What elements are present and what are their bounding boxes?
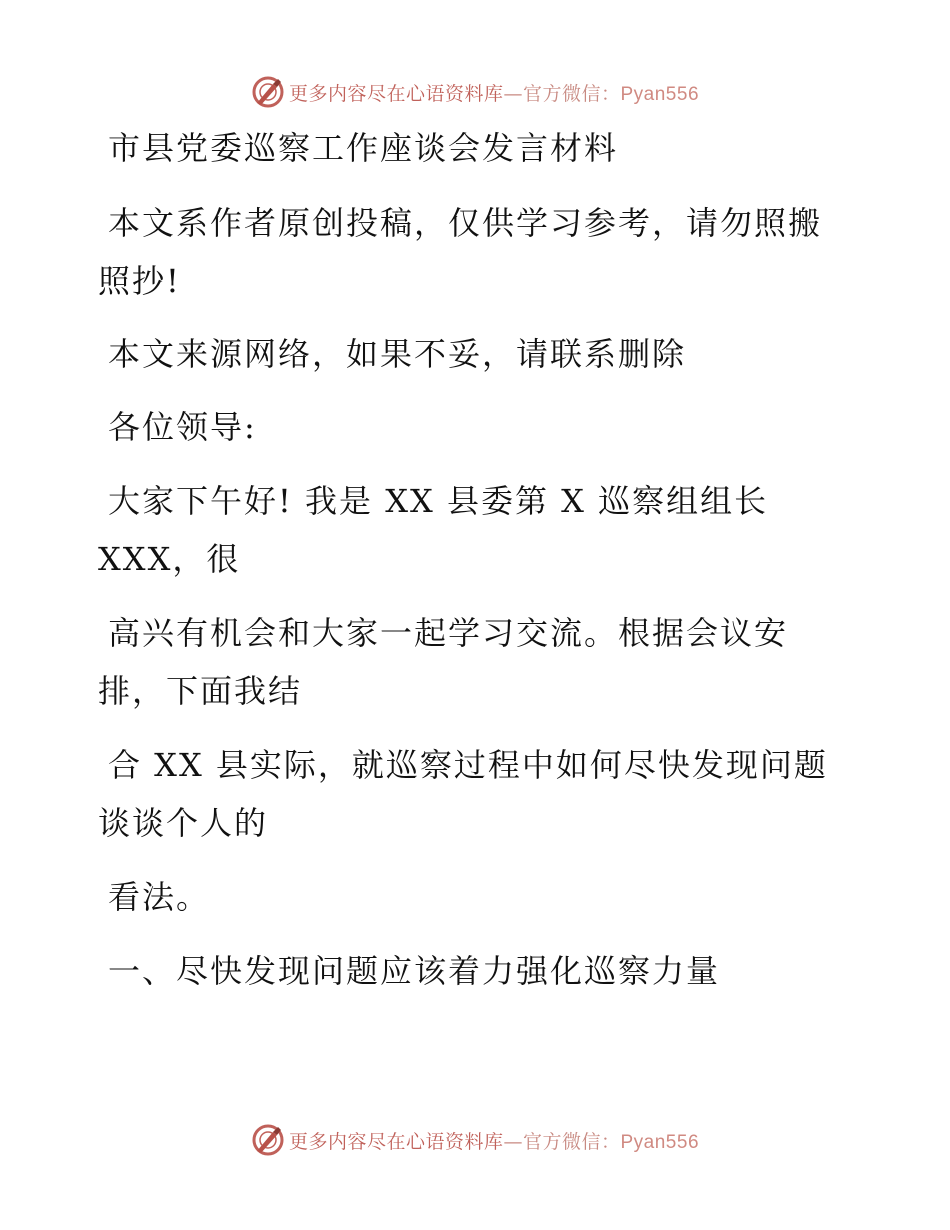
- header-watermark: [0, 72, 950, 112]
- watermark-text: [289, 79, 699, 106]
- text-line: 本文系作者原创投稿，仅供学习参考，请勿照搬: [108, 204, 823, 242]
- watermark-text: [289, 1127, 699, 1154]
- watermark-main-text: 更多内容尽在心语资料库: [288, 1130, 504, 1153]
- text-line: 本文来源网络，如果不妥，请联系删除: [108, 335, 687, 373]
- watermark-main-text: 更多内容尽在心语资料库: [288, 82, 504, 105]
- text-line: 看法。: [108, 878, 211, 916]
- pen-logo-icon: [251, 1123, 285, 1157]
- footer-watermark: [0, 1120, 950, 1160]
- watermark-dash: —: [503, 1130, 523, 1153]
- watermark-account: Pyan556: [620, 83, 700, 105]
- text-line: 排，下面我结: [98, 672, 303, 710]
- text-line: 高兴有机会和大家一起学习交流。根据会议安: [108, 614, 789, 652]
- text-line: 谈谈个人的: [98, 804, 269, 842]
- watermark-sub-text: 官方微信：: [522, 82, 621, 105]
- text-line: XXX，很: [98, 540, 241, 578]
- watermark-sub-text: 官方微信：: [522, 1130, 621, 1153]
- text-line: 大家下午好! 我是 XX 县委第 X 巡察组组长: [108, 482, 769, 520]
- pen-logo-icon: [251, 75, 285, 109]
- text-line: 合 XX 县实际，就巡察过程中如何尽快发现问题: [108, 746, 828, 784]
- watermark-dash: —: [503, 82, 523, 105]
- document-title: 市县党委巡察工作座谈会发言材料: [108, 129, 619, 167]
- text-line: 各位领导:: [108, 408, 257, 446]
- watermark-account: Pyan556: [620, 1131, 700, 1153]
- section-heading: 一、尽快发现问题应该着力强化巡察力量: [108, 952, 721, 990]
- text-line: 照抄!: [98, 262, 181, 300]
